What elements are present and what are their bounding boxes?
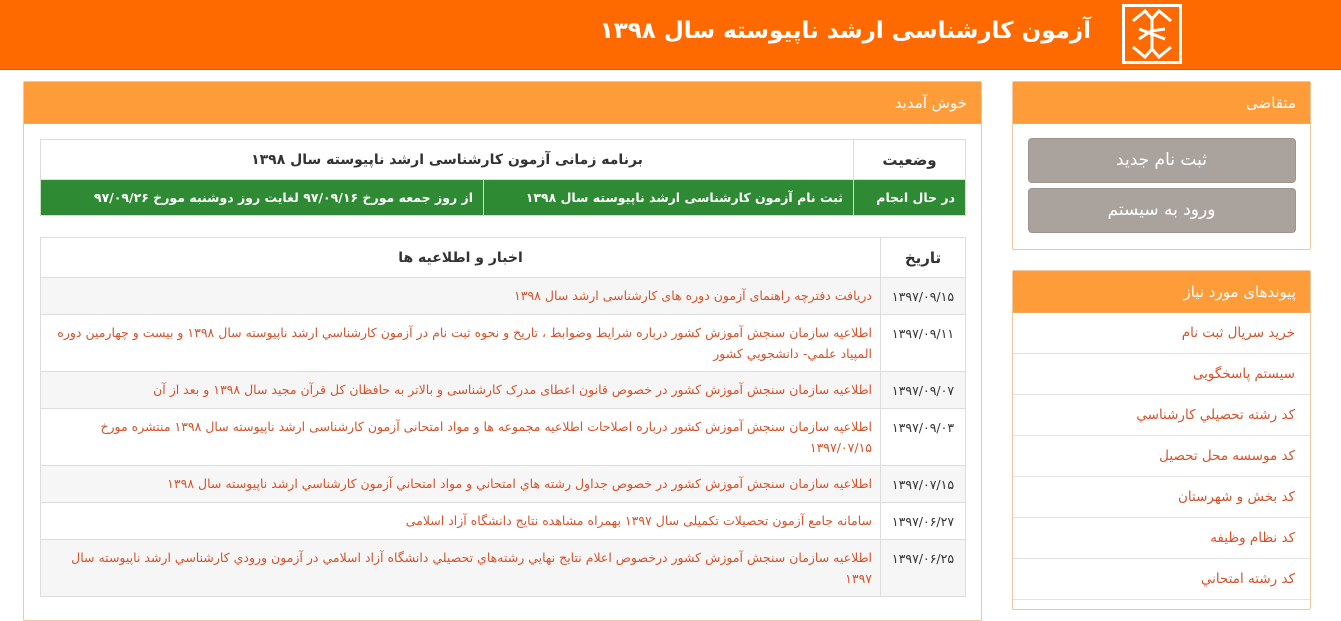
- news-row: [41, 315, 966, 372]
- link-bachelor-field-code[interactable]: کد رشته تحصيلي کارشناسي: [1013, 395, 1310, 436]
- status-column-header: وضعیت: [854, 140, 966, 180]
- news-row: [41, 540, 966, 597]
- link-exam-field-code[interactable]: کد رشته امتحاني: [1013, 559, 1310, 600]
- schedule-event: ثبت نام آزمون کارشناسی ارشد ناپیوسته سال ۱۳۹۸: [484, 180, 854, 216]
- login-button[interactable]: ورود به سیستم: [1028, 188, 1296, 233]
- news-row: [41, 503, 966, 540]
- news-link[interactable]: اطلاعیه سازمان سنجش آموزش کشور درباره اصلاحات اطلاعیه مجموعه ها و مواد امتحانی آزمون کارشناسی ارشد ناپیوسته سال ۱۳۹۸ منتشره مورخ ۱۳۹۷/۰۷/۱۵: [41, 409, 881, 466]
- news-row: [41, 278, 966, 315]
- news-link[interactable]: اطلاعیه سازمان سنجش آموزش كشور درخصوص اعلام نتايج نهايي رشته‌هاي تحصيلي دانشگاه آزاد اسلامي در آزمون ورودي كارشناسي ارشد ناپيوسته سال ۱۳۹۷: [41, 540, 881, 597]
- applicant-panel-heading: متقاضی: [1013, 82, 1310, 124]
- news-table-header-row: [41, 238, 966, 278]
- applicant-panel: [1012, 81, 1311, 250]
- link-buy-serial[interactable]: خرید سریال ثبت نام: [1013, 313, 1310, 354]
- status-value: در حال انجام: [854, 180, 966, 216]
- link-support-system[interactable]: سیستم پاسخگویی: [1013, 354, 1310, 395]
- news-link[interactable]: اطلاعیه سازمان سنجش آموزش کشور در خصوص قانون اعطای مدرک کارشناسی و بالاتر به حافظان کل قرآن مجید سال ۱۳۹۸ و بعد از آن: [41, 372, 881, 409]
- news-date: ۱۳۹۷/۰۶/۲۵: [881, 540, 966, 597]
- schedule-period: از روز جمعه مورخ ۹۷/۰۹/۱۶ لغایت روز دوشنبه مورخ ۹۷/۰۹/۲۶: [41, 180, 484, 216]
- status-table-header-row: [41, 140, 966, 180]
- news-date: ۱۳۹۷/۰۹/۱۵: [881, 278, 966, 315]
- site-header: [0, 0, 1341, 70]
- status-row: [41, 180, 966, 216]
- news-row: [41, 409, 966, 466]
- links-panel-heading: پیوندهای مورد نیاز: [1013, 271, 1310, 313]
- site-title: آزمون کارشناسی ارشد ناپیوسته سال ۱۳۹۸: [599, 18, 1091, 44]
- news-row: [41, 466, 966, 503]
- news-date: ۱۳۹۷/۰۶/۲۷: [881, 503, 966, 540]
- welcome-panel: [23, 81, 982, 621]
- news-link[interactable]: دریافت دفترچه راهنمای آزمون دوره های کارشناسی ارشد سال ۱۳۹۸: [41, 278, 881, 315]
- schedule-status-table: [40, 139, 966, 216]
- news-row: [41, 372, 966, 409]
- welcome-panel-heading: خوش آمدید: [24, 82, 981, 124]
- news-date: ۱۳۹۷/۰۹/۰۳: [881, 409, 966, 466]
- news-link[interactable]: سامانه جامع آزمون تحصیلات تکمیلی سال ۱۳۹۷ بهمراه مشاهده نتایج دانشگاه آزاد اسلامی: [41, 503, 881, 540]
- date-column-header: تاریخ: [881, 238, 966, 278]
- links-list: [1013, 313, 1310, 600]
- news-link[interactable]: اطلاعيه سازمان سنجش آموزش كشور در خصوص جداول رشته هاي امتحاني و مواد امتحاني آزمون كارشناسي ارشد ناپيوسته سال ۱۳۹۸: [41, 466, 881, 503]
- link-institution-code[interactable]: کد موسسه محل تحصیل: [1013, 436, 1310, 477]
- sanjesh-logo-icon[interactable]: [1122, 4, 1182, 64]
- news-date: ۱۳۹۷/۰۹/۰۷: [881, 372, 966, 409]
- link-district-city-code[interactable]: کد بخش و شهرستان: [1013, 477, 1310, 518]
- news-table: [40, 237, 966, 597]
- schedule-column-header: برنامه زمانی آزمون کارشناسی ارشد ناپیوسته سال ۱۳۹۸: [41, 140, 854, 180]
- news-column-header: اخبار و اطلاعیه ها: [41, 238, 881, 278]
- register-button[interactable]: ثبت نام جدید: [1028, 138, 1296, 183]
- news-date: ۱۳۹۷/۰۹/۱۱: [881, 315, 966, 372]
- news-link[interactable]: اطلاعیه سازمان سنجش آموزش کشور درباره شرایط وضوابط ، تاریخ و نحوه ثبت نام در آزمون کارشناسي ارشد ناپيوسته سال ۱۳۹۸ و بيست و چهارمين دوره المپياد علمي- دانشجويي كشور: [41, 315, 881, 372]
- news-date: ۱۳۹۷/۰۷/۱۵: [881, 466, 966, 503]
- required-links-panel: [1012, 270, 1311, 610]
- link-military-service-code[interactable]: کد نظام وظیفه: [1013, 518, 1310, 559]
